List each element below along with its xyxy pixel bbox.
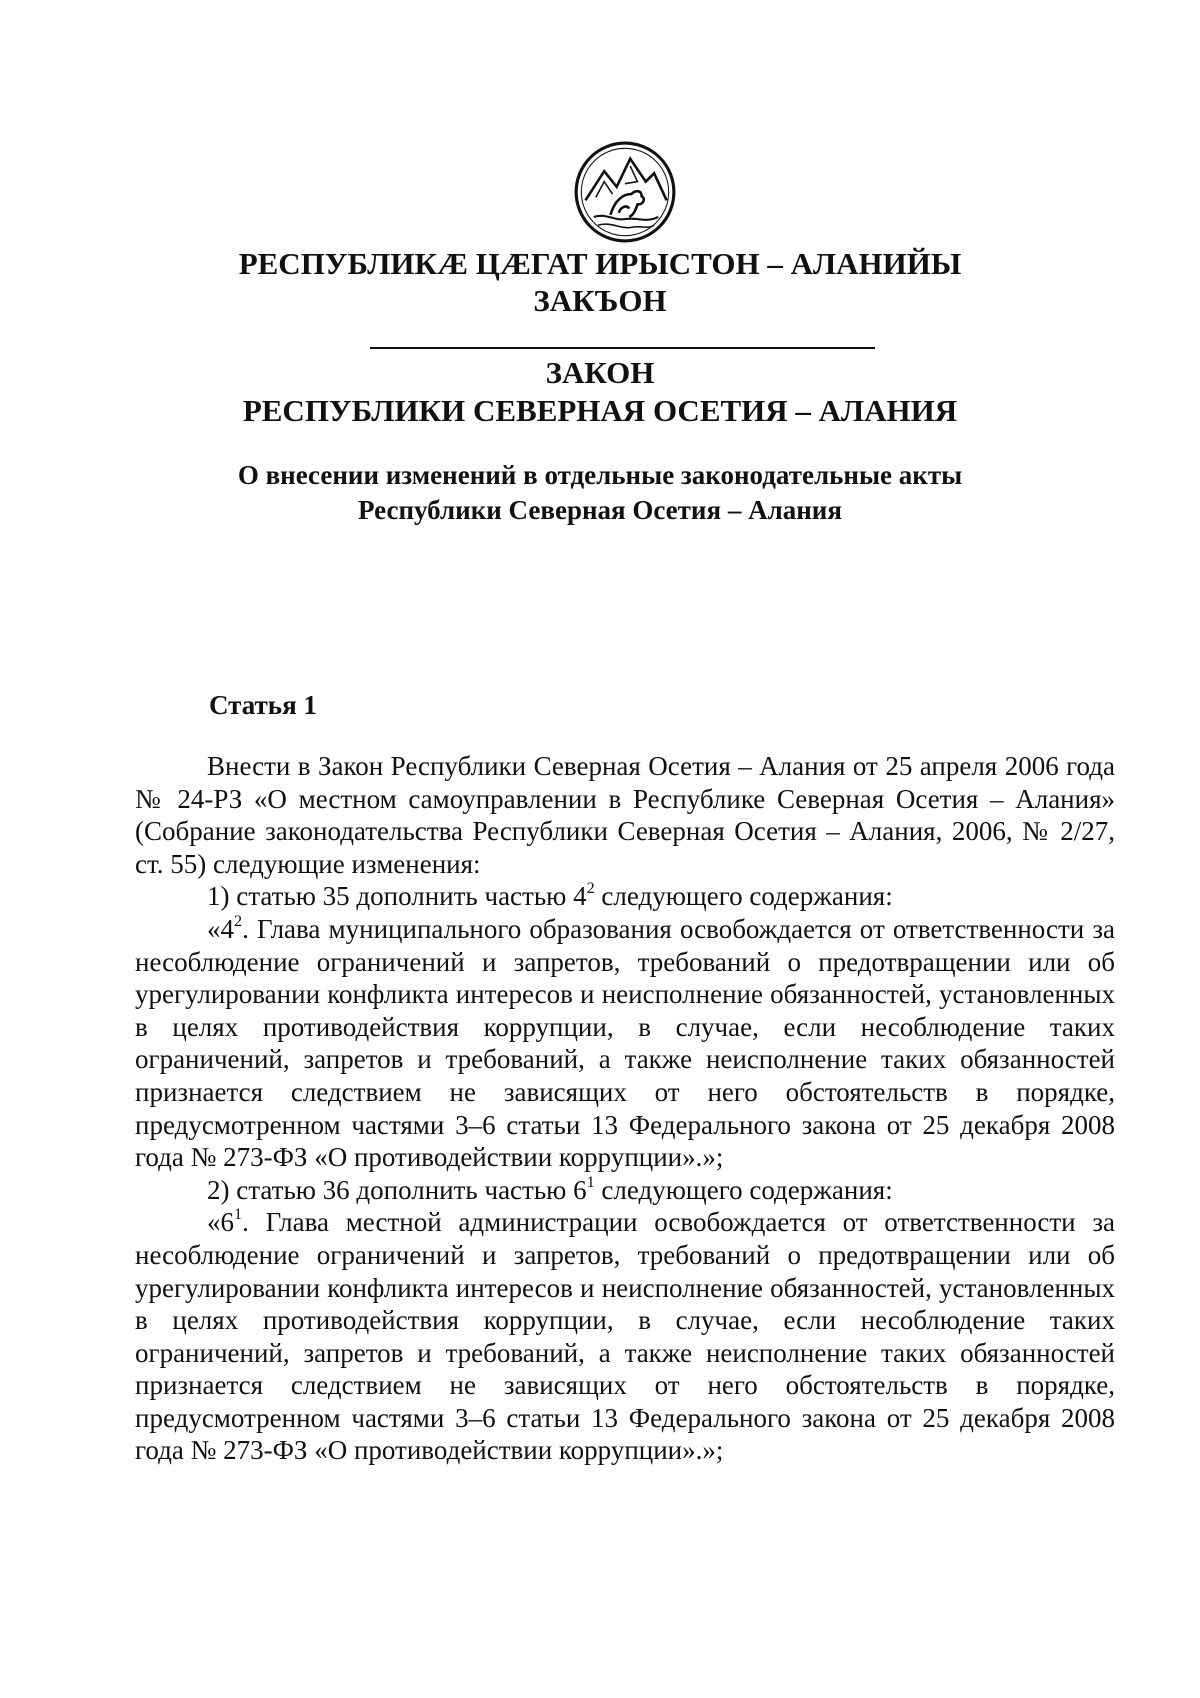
amendment-quote-1: «$4^2$. Глава муниципального образования освобождается от ответственности за несоблюдение ограничений и запретов, требований о предотвращении или об урегулировании конфликта интересов и неисполнение обязанностей, установленных в целях противодействия коррупции, в случае, если несоблюдение таких ограничений, запретов и требований, а также неисполнение таких обязанностей признается следствием не зависящих от него обстоятельств в порядке, предусмотренном частями 3–6 статьи 13 Федерального закона от 25 декабря 2008 года № 273-ФЗ «О противодействии коррупции».»; bbox=[135, 911, 1115, 1173]
ossetian-republic-title: РЕСПУБЛИКӔ ЦӔГАТ ИРЫСТОН – АЛАНИЙЫ bbox=[238, 246, 962, 281]
russian-republic-title: РЕСПУБЛИКИ СЕВЕРНАЯ ОСЕТИЯ – АЛАНИЯ bbox=[242, 393, 958, 428]
article-intro-paragraph: Внести в Закон Республики Северная Осетия – Алания от 25 апреля 2006 года № 24-РЗ «О местном самоуправлении в Республике Северная Осетия – Алания» (Собрание законодательства Республики Северная Осетия – Алания, 2006, № 2/27, ст. 55) следующие изменения: bbox=[135, 751, 1115, 879]
article-heading: Статья 1 bbox=[209, 690, 317, 720]
ossetian-law-title: ЗАКЪОН bbox=[533, 283, 667, 318]
amendment-item-1: 1) статью 35 дополнить частью $4^2$ следующего содержания: bbox=[207, 879, 893, 912]
law-subject-line-1: О внесении изменений в отдельные законодательные акты bbox=[237, 460, 963, 490]
russian-law-title: ЗАКОН bbox=[545, 355, 655, 390]
header-divider bbox=[370, 347, 875, 349]
law-subject-line-2: Республики Северная Осетия – Алания bbox=[358, 495, 842, 525]
coat-of-arms-emblem-icon bbox=[573, 140, 677, 244]
article-body bbox=[135, 750, 1115, 1467]
amendment-quote-2: «$6^1$. Глава местной администрации освобождается от ответственности за несоблюдение ограничений и запретов, требований о предотвращении или об урегулировании конфликта интересов и неисполнение обязанностей, установленных в целях противодействия коррупции, в случае, если несоблюдение таких ограничений, запретов и требований, а также неисполнение таких обязанностей признается следствием не зависящих от него обстоятельств в порядке, предусмотренном частями 3–6 статьи 13 Федерального закона от 25 декабря 2008 года № 273-ФЗ «О противодействии коррупции».»; bbox=[135, 1205, 1115, 1466]
amendment-item-2: 2) статью 36 дополнить частью $6^1$ следующего содержания: bbox=[207, 1172, 893, 1205]
